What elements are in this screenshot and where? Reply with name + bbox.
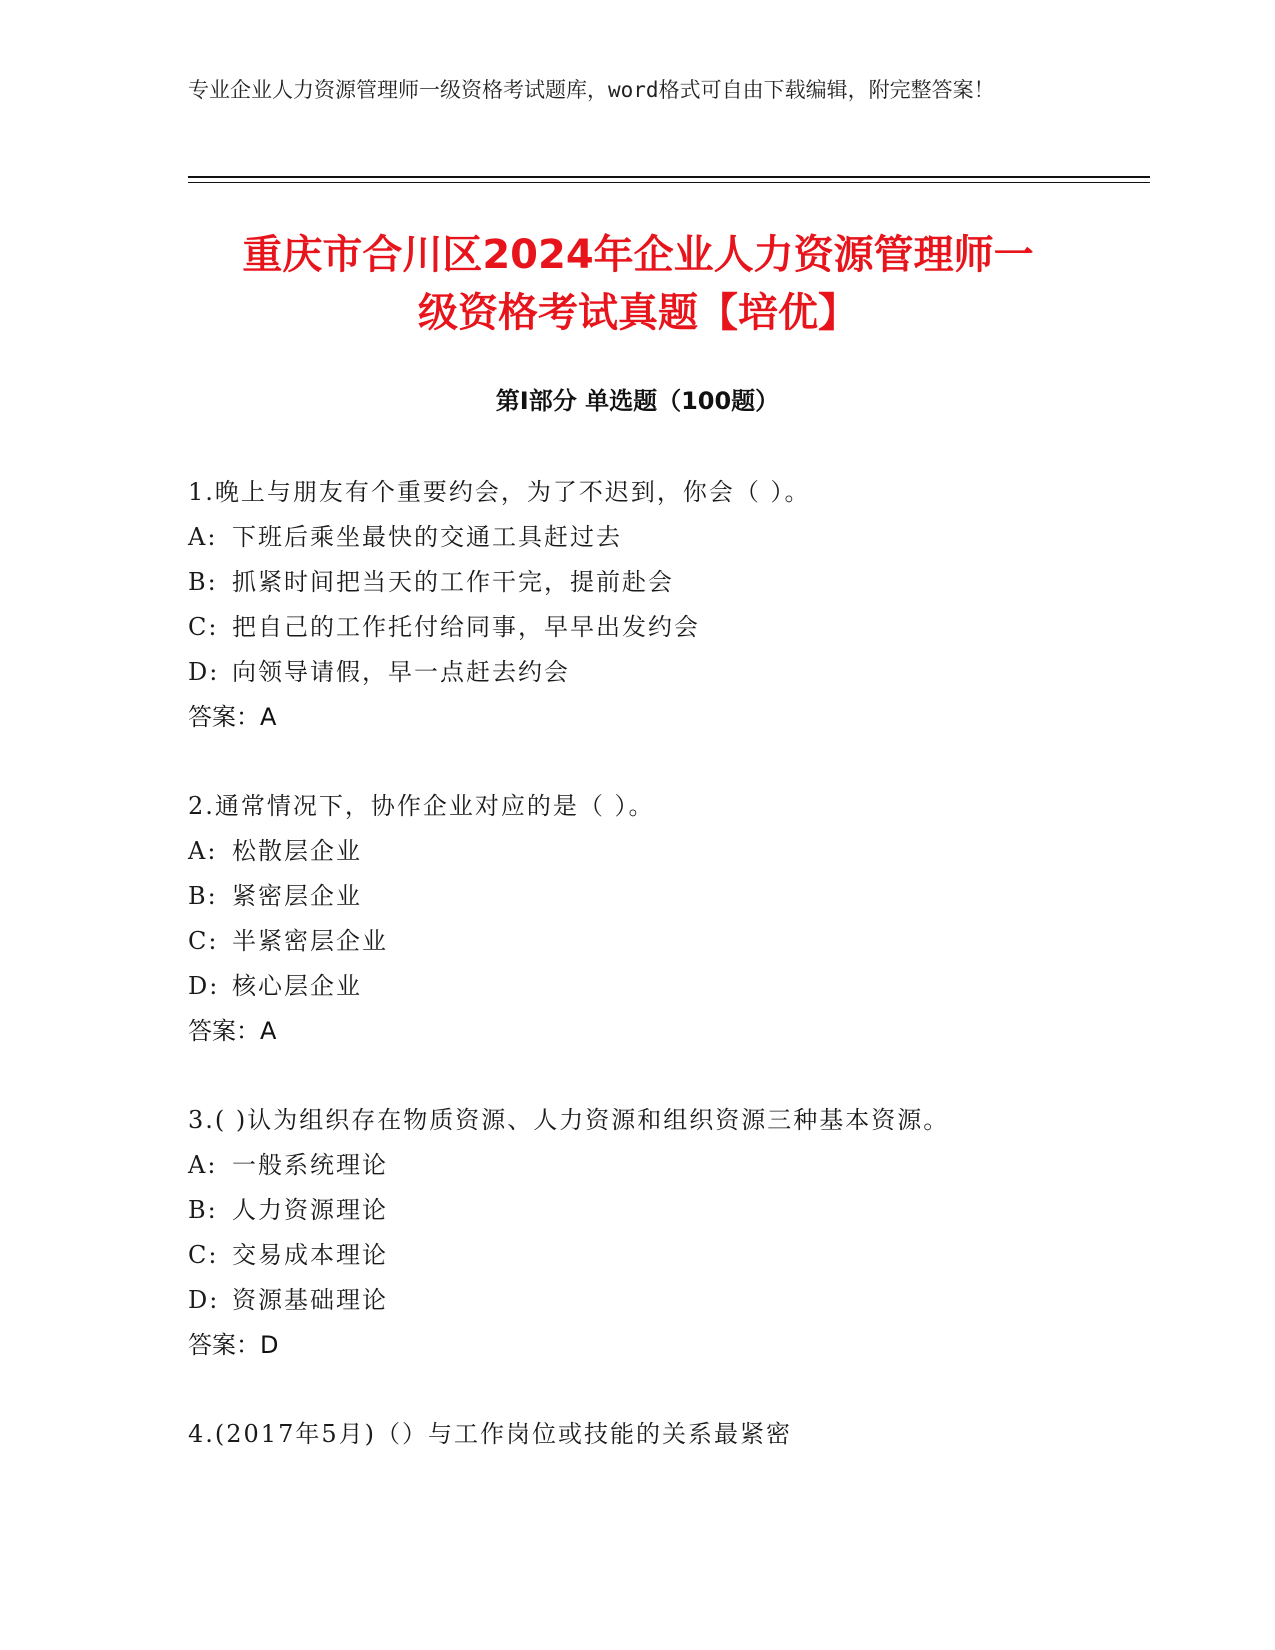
- option-text: 核心层企业: [232, 972, 362, 1000]
- question-list: [188, 470, 1088, 1501]
- option-c: [188, 605, 1088, 650]
- option-c: [188, 1233, 1088, 1278]
- option-text: 紧密层企业: [232, 882, 362, 910]
- option-text: 半紧密层企业: [232, 927, 388, 955]
- section-heading: 第I部分 单选题（100题）: [495, 387, 780, 415]
- option-letter: B:: [188, 568, 218, 596]
- option-text: 一般系统理论: [232, 1151, 388, 1179]
- title-line-1: 重庆市合川区2024年企业人力资源管理师一: [242, 232, 1034, 278]
- option-b: [188, 560, 1088, 605]
- question-text: 2.通常情况下，协作企业对应的是（ ）。: [188, 792, 655, 820]
- option-letter: D:: [188, 658, 220, 686]
- option-letter: D:: [188, 972, 220, 1000]
- option-text: 抓紧时间把当天的工作干完，提前赴会: [232, 568, 674, 596]
- option-text: 人力资源理论: [232, 1196, 388, 1224]
- option-text: 交易成本理论: [232, 1241, 388, 1269]
- option-text: 向领导请假，早一点赶去约会: [232, 658, 570, 686]
- option-d: [188, 650, 1088, 695]
- option-b: [188, 874, 1088, 919]
- option-d: [188, 1278, 1088, 1323]
- option-letter: B:: [188, 1196, 218, 1224]
- question-text: 1.晚上与朋友有个重要约会，为了不迟到，你会（ ）。: [188, 478, 811, 506]
- header-rule-thin: [188, 182, 1150, 183]
- option-letter: D:: [188, 1286, 220, 1314]
- option-a: [188, 515, 1088, 560]
- question-1: [188, 470, 1088, 740]
- answer: 答案：A: [188, 1017, 277, 1045]
- question-4: [188, 1412, 1088, 1457]
- answer: 答案：D: [188, 1331, 279, 1359]
- option-text: 把自己的工作托付给同事，早早出发约会: [232, 613, 700, 641]
- option-b: [188, 1188, 1088, 1233]
- option-letter: A:: [188, 837, 218, 865]
- option-letter: A:: [188, 523, 218, 551]
- question-text: 3.( )认为组织存在物质资源、人力资源和组织资源三种基本资源。: [188, 1106, 950, 1134]
- option-letter: C:: [188, 613, 219, 641]
- title-line-2: 级资格考试真题【培优】: [418, 290, 858, 336]
- option-text: 下班后乘坐最快的交通工具赶过去: [232, 523, 622, 551]
- option-letter: C:: [188, 1241, 219, 1269]
- question-text: 4.(2017年5月)（）与工作岗位或技能的关系最紧密: [188, 1420, 792, 1448]
- document-title: [188, 226, 1088, 342]
- option-a: [188, 1143, 1088, 1188]
- option-text: 资源基础理论: [232, 1286, 388, 1314]
- question-2: [188, 784, 1088, 1054]
- option-c: [188, 919, 1088, 964]
- header-rule-thick: [188, 176, 1150, 178]
- question-3: [188, 1098, 1088, 1368]
- header-note: 专业企业人力资源管理师一级资格考试题库，word格式可自由下载编辑，附完整答案！: [188, 78, 995, 102]
- option-letter: C:: [188, 927, 219, 955]
- answer: 答案：A: [188, 703, 277, 731]
- option-d: [188, 964, 1088, 1009]
- option-letter: B:: [188, 882, 218, 910]
- option-text: 松散层企业: [232, 837, 362, 865]
- option-letter: A:: [188, 1151, 218, 1179]
- option-a: [188, 829, 1088, 874]
